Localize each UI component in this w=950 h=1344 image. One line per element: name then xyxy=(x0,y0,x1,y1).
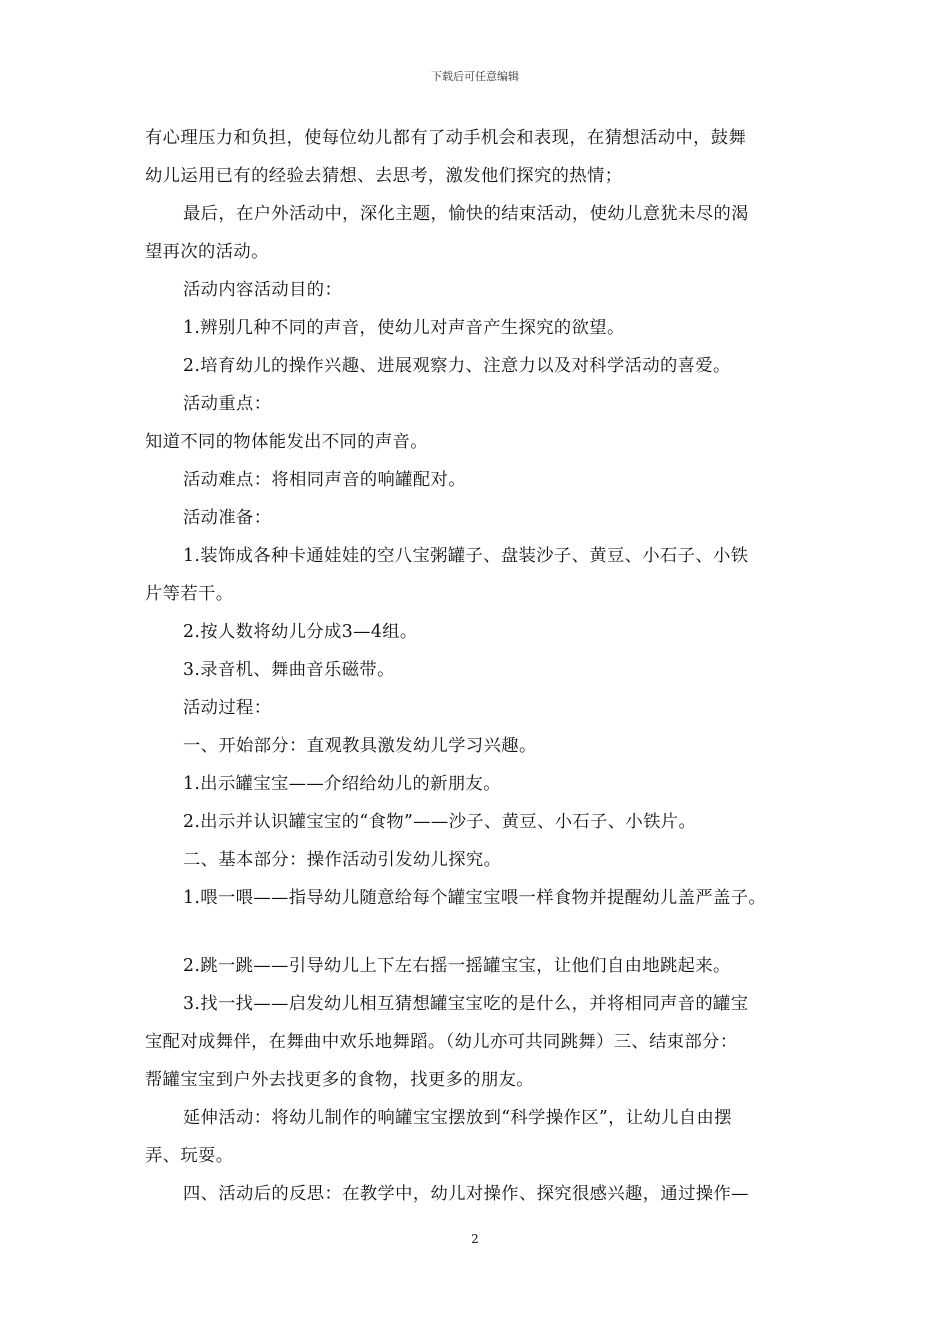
list-item: 1.喂一喂——指导幼儿随意给每个罐宝宝喂一样食物并提醒幼儿盖严盖子。 xyxy=(183,888,767,908)
list-item: 2.按人数将幼儿分成3—4组。 xyxy=(183,622,418,642)
section-heading: 活动过程： xyxy=(183,698,272,718)
text-line: 活动难点：将相同声音的响罐配对。 xyxy=(183,470,466,490)
text-line: 望再次的活动。 xyxy=(145,242,269,262)
paragraph-gap xyxy=(145,917,810,947)
section-heading: 一、开始部分：直观教具激发幼儿学习兴趣。 xyxy=(183,736,537,756)
list-item: 2.跳一跳——引导幼儿上下左右摇一摇罐宝宝，让他们自由地跳起来。 xyxy=(183,956,731,976)
document-body xyxy=(145,119,810,1213)
page-header: 下载后可任意编辑 xyxy=(431,70,519,83)
list-item: 1.辨别几种不同的声音，使幼儿对声音产生探究的欲望。 xyxy=(183,318,625,338)
section-heading: 四、活动后的反思：在教学中，幼儿对操作、探究很感兴趣，通过操作— xyxy=(183,1184,749,1204)
section-heading: 二、基本部分：操作活动引发幼儿探究。 xyxy=(183,850,502,870)
text-line: 有心理压力和负担，使每位幼儿都有了动手机会和表现，在猜想活动中，鼓舞 xyxy=(145,128,747,148)
list-item: 2.出示并认识罐宝宝的“食物”——沙子、黄豆、小石子、小铁片。 xyxy=(183,812,697,832)
text-line: 弄、玩耍。 xyxy=(145,1146,234,1166)
text-line: 片等若干。 xyxy=(145,584,234,604)
text-line: 幼儿运用已有的经验去猜想、去思考，激发他们探究的热情； xyxy=(145,166,623,186)
page-number: 2 xyxy=(471,1232,479,1246)
section-heading: 活动准备： xyxy=(183,508,272,528)
list-item: 3.录音机、舞曲音乐磁带。 xyxy=(183,660,395,680)
text-line: 帮罐宝宝到户外去找更多的食物，找更多的朋友。 xyxy=(145,1070,534,1090)
list-item: 2.培育幼儿的操作兴趣、进展观察力、注意力以及对科学活动的喜爱。 xyxy=(183,356,731,376)
text-line: 最后，在户外活动中，深化主题，愉快的结束活动，使幼儿意犹未尽的渴 xyxy=(183,204,749,224)
list-item: 3.找一找——启发幼儿相互猜想罐宝宝吃的是什么，并将相同声音的罐宝 xyxy=(183,994,749,1014)
text-line: 宝配对成舞伴，在舞曲中欢乐地舞蹈。（幼儿亦可共同跳舞）三、结束部分： xyxy=(145,1032,738,1052)
section-heading: 活动重点： xyxy=(183,394,272,414)
list-item: 1.装饰成各种卡通娃娃的空八宝粥罐子、盘装沙子、黄豆、小石子、小铁 xyxy=(183,546,749,566)
text-line: 知道不同的物体能发出不同的声音。 xyxy=(145,432,428,452)
list-item: 1.出示罐宝宝——介绍给幼儿的新朋友。 xyxy=(183,774,501,794)
text-line: 延伸活动：将幼儿制作的响罐宝宝摆放到“科学操作区”，让幼儿自由摆 xyxy=(183,1108,732,1128)
section-heading: 活动内容活动目的： xyxy=(183,280,343,300)
